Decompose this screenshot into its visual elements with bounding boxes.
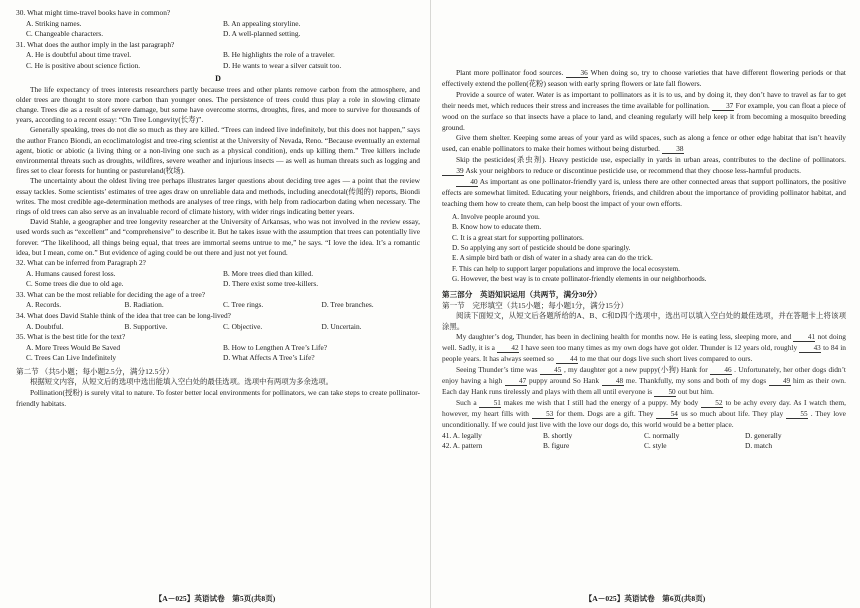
- q41-option-b: B. shortly: [543, 430, 573, 440]
- tip-1-text-a: Plant more pollinator food sources.: [456, 68, 564, 77]
- q31-stem: 31. What does the author imply in the last paragraph?: [16, 39, 175, 49]
- section-1-title: 第一节 完形填空（共15小题；每小题1分，满分15分）: [442, 300, 629, 310]
- blank-49: 49: [769, 377, 791, 386]
- q34-option-b: B. Supportive.: [124, 321, 168, 331]
- q32-stem: 32. What can be inferred from Paragraph 2?: [16, 258, 146, 268]
- cloze-2-text-b: , my daughter got a new puppy(小狗) Hank for: [563, 365, 708, 375]
- cloze-1-text-e: to me that our dogs live such short lives compared to ours.: [579, 354, 753, 364]
- option-b: B. Know how to educate them.: [452, 223, 542, 232]
- blank-47: 47: [505, 377, 527, 386]
- q33-option-a: A. Records.: [26, 300, 62, 310]
- blank-53: 53: [532, 410, 554, 419]
- q35-option-b: B. How to Lengthen A Tree’s Life?: [223, 342, 328, 352]
- blank-36: 36: [566, 69, 588, 78]
- section-2-title: 第二节 （共5小题；每小题2.5分，满分12.5分）: [16, 366, 174, 376]
- q30-option-c: C. Changeable characters.: [26, 29, 104, 39]
- tip-2-text-a: Provide a source of water. Water is as important to pollinators as it is to us, and by doing it, they don’t have to travel as far to get their needs met, which reduces their stress and increases the time available for pollination.: [442, 89, 846, 110]
- blank-39: 39: [442, 167, 464, 176]
- q41-option-c: C. normally: [644, 430, 680, 440]
- blank-42: 42: [497, 344, 519, 353]
- q35-stem: 35. What is the best title for the text?: [16, 332, 126, 342]
- cloze-1-text-a: My daughter’s dog, Thunder, has been in declining health for months now. He is eating less, sleeping more, and: [456, 332, 792, 342]
- passage-d-paragraph-3: The uncertainty about the oldest living tree perhaps illustrates larger questions about deciding tree ages — a point that the review essay tackles. Some scientists’ estimates of tree ages draw on unreliable data and methods, including anecdotal(传闻的) reports, Biondi writes. The most credible age-determination methods are analyses of tree rings, with help from radiocarbon dating when necessary. The rings of old trees can also serve as an invaluable record of climate history, with wider rings indicating better years.: [16, 176, 420, 216]
- tip-1-paragraph: [442, 68, 846, 90]
- q31-option-c: C. He is positive about science fiction.: [26, 60, 141, 70]
- blank-51: 51: [479, 399, 501, 408]
- q42-option-a: 42. A. pattern: [442, 441, 483, 451]
- cloze-paragraph-3: [442, 398, 846, 431]
- q34-option-c: C. Objective.: [223, 321, 263, 331]
- cloze-2-text-f: him as their own. Each day Hank runs tirelessly and plays with them all until everyone is: [442, 376, 846, 396]
- q32-option-c: C. Some trees die due to old age.: [26, 279, 124, 289]
- tip-4-paragraph: [442, 155, 846, 177]
- q41-options: [442, 431, 846, 442]
- passage-d-paragraph-2: Generally speaking, trees do not die so much as they are killed. “Trees can indeed live indefinitely, but this does not happen,” says the author Franco Biondi, an ecoclimatologist and tree-ring scientist at the University of Nevada, Reno. “Because eventually an external agent, biotic or abiotic (a living thing or a non-living one such as a physical condition), ends up killing them.” Tree killers include environmental threats such as droughts, wildfires, severe weather and injurious insects — as well as human threats such as logging and fires set to clear forests for hunting or pastureland(牧场).: [16, 125, 420, 176]
- q31-option-d: D. He wants to wear a silver catsuit too.: [223, 60, 342, 70]
- part-3-title: 第三部分 英语知识运用（共两节，满分30分）: [442, 289, 602, 299]
- tip-2-text-b: For example, you can float a piece of wood on the surface so that insects have a place to land, and cleaning regularly will help keep it from becoming a mosquito breeding ground.: [442, 100, 846, 132]
- q42-option-c: C. style: [644, 441, 667, 451]
- tip-3-paragraph: [442, 133, 846, 155]
- passage-d-paragraph-1: The life expectancy of trees interests researchers partly because trees and other plants remove carbon from the atmosphere, and older trees are thought to store more carbon than younger ones. The persistence of trees could thus play a role in slowing climate change. Trees die as a result of severe damage, but some have overcome storms, droughts, fires, and more to survive for thousands of years, according to a recent essay: “On Tree Longevity(长寿)”.: [16, 84, 420, 125]
- cloze-3-text-a: Such a: [456, 397, 477, 407]
- option-d: D. So applying any sort of pesticide should be done sparingly.: [452, 244, 631, 252]
- cloze-3-text-d: for them. Dogs are a gift. They: [556, 408, 654, 418]
- tip-5-text-b: As important as one pollinator-friendly yard is, unless there are other connected areas that support pollinators, the positive effects are somewhat limited. Educating your neighbors, friends, and children about the importance of providing pollinator habitat, and teaching them how to create them, can help boost the impact of your own efforts.: [442, 177, 846, 208]
- q33-stem: 33. What can be the most reliable for deciding the age of a tree?: [16, 289, 206, 299]
- cloze-3-text-e: us so much about life. They play: [681, 408, 784, 418]
- q34-stem: 34. What does David Stahle think of the idea that tree can be long-lived?: [16, 310, 231, 320]
- tip-3-text-a: Give them shelter. Keeping some areas of your yard as wild spaces, such as along a fence or other edge habitat that isn’t heavily used, can enable pollinators to make their homes without being disturbed.: [442, 133, 846, 154]
- q32-options: [26, 269, 420, 290]
- q42-option-d: D. match: [745, 441, 773, 451]
- blank-44: 44: [556, 355, 578, 364]
- blank-41: 41: [793, 333, 815, 342]
- q33-option-b: B. Radiation.: [124, 300, 164, 310]
- gap-fill-options: [452, 212, 846, 285]
- cloze-1-text-c: I have seen too many times as my own dogs have got older. Thunder is 12 years old, roughly: [520, 343, 798, 353]
- cloze-2-text-c: . Unfortunately, her other dogs didn’t enjoy having a high: [442, 365, 846, 386]
- tip-1-text-b: When doing so, try to choose varieties that have different flowering periods or that effectively extend the pollen(花粉) season with early spring flowers or late fall flowers.: [442, 68, 846, 88]
- q34-options: [26, 322, 420, 333]
- q32-option-a: A. Humans caused forest loss.: [26, 268, 116, 278]
- option-f: F. This can help to support larger populations and improve the local ecosystem.: [452, 264, 680, 273]
- option-e: E. A simple bird bath or dish of water in a shady area can do the trick.: [452, 254, 653, 263]
- q30-options: [26, 19, 420, 40]
- blank-52: 52: [701, 399, 723, 408]
- cloze-3-text-b: makes me wish that I still had the energy of a puppy. My body: [503, 397, 699, 407]
- cloze-2-text-e: me. Thankfully, my sons and both of my dogs: [625, 376, 767, 386]
- cloze-2-text-g: out but him.: [677, 386, 714, 396]
- option-a: A. Involve people around you.: [452, 212, 540, 221]
- q41-option-d: D. generally: [745, 430, 782, 440]
- q41-option-a: 41. A. legally: [442, 430, 482, 440]
- blank-38: 38: [662, 145, 684, 154]
- q42-options: [442, 441, 846, 452]
- q35-option-d: D. What Affects A Tree’s Life?: [223, 353, 315, 363]
- section-1-instructions: 阅读下面短文，从短文后各题所给的A、B、C和D四个选项中，选出可以填入空白处的最佳选项，并在答题卡上将该项涂黑。: [442, 310, 846, 331]
- q30-option-b: B. An appealing storyline.: [223, 18, 301, 28]
- q31-option-a: A. He is doubtful about time travel.: [26, 50, 132, 60]
- passage-letter: D: [215, 73, 221, 83]
- pollination-intro: Pollination(授粉) is surely vital to nature. To foster better local environments for pollinators, we can take steps to create pollinator-friendly habitats.: [16, 387, 420, 408]
- q30-option-d: D. A well-planned setting.: [223, 29, 301, 39]
- q32-option-d: D. There exist some tree-killers.: [223, 279, 319, 289]
- blank-54: 54: [656, 410, 678, 419]
- blank-45: 45: [540, 366, 562, 375]
- page-5-footer: 【A－025】英语试卷 第5页(共8页): [154, 594, 276, 603]
- option-c: C. It is a great start for supporting pollinators.: [452, 233, 584, 242]
- tip-2-paragraph: [442, 90, 846, 134]
- cloze-3-text-c: to be achy every day. As I watch them, however, my heart fills with: [442, 397, 846, 418]
- passage-d-paragraph-4: David Stahle, a geographer and tree longevity researcher at the University of Arkansas, who was not involved in the review essay, used words such as “excellent” and “comprehensive” to describe it. But he takes issue with the assumption that trees can potentially live forever. “The likelihood, all things being equal, that trees are immortal seems untrue to me,” he says. “I love the idea. It’s a romantic idea, but I mean, come on.” But evidence of aging could be out there and just not yet found.: [16, 217, 420, 257]
- q31-option-b: B. He highlights the role of a traveler.: [223, 50, 335, 60]
- q34-option-a: A. Doubtful.: [26, 321, 64, 331]
- blank-46: 46: [710, 366, 732, 375]
- blank-50: 50: [654, 388, 676, 397]
- q35-option-c: C. Trees Can Live Indefinitely: [26, 353, 117, 363]
- cloze-paragraph-1: [442, 332, 846, 365]
- section-2-instructions: 根据短文内容，从短文后的选项中选出能填入空白处的最佳选项。选项中有两项为多余选项。: [30, 376, 334, 386]
- q30-stem: 30. What might time-travel books have in common?: [16, 8, 171, 17]
- cloze-2-text-d: puppy around So Hank: [529, 376, 600, 386]
- cloze-1-text-b: not doing well. Sadly, it is a: [442, 332, 846, 353]
- q34-option-d: D. Uncertain.: [321, 321, 362, 331]
- blank-37: 37: [712, 102, 734, 111]
- q35-options: [26, 343, 420, 364]
- cloze-2-text-a: Seeing Thunder’s time was: [456, 365, 538, 375]
- tip-4-text-b: Ask your neighbors to reduce or discontinue pesticide use, or recommend that they choose less-harmful products.: [465, 166, 802, 176]
- cloze-1-text-d: to 84 in people years. It has always seemed so: [442, 343, 846, 364]
- cloze-paragraph-2: [442, 365, 846, 398]
- blank-43: 43: [799, 344, 821, 353]
- q31-options: [26, 50, 420, 71]
- exam-page-6: [430, 0, 860, 608]
- blank-48: 48: [602, 377, 624, 386]
- q33-option-c: C. Tree rings.: [223, 300, 264, 310]
- blank-55: 55: [786, 410, 808, 419]
- cloze-3-text-f: . They love unconditionally. If we could just live with the love our dogs do, this world would be a better place.: [442, 408, 846, 429]
- tip-5-paragraph: [442, 177, 846, 210]
- option-g: G. However, the best way is to create pollinator-friendly elements in our neighborhoods.: [452, 275, 707, 284]
- blank-40: 40: [456, 178, 478, 187]
- q35-option-a: A. More Trees Would Be Saved: [26, 342, 121, 352]
- q30-option-a: A. Striking names.: [26, 18, 82, 28]
- tip-4-text-a: Skip the pesticides(杀虫剂). Heavy pesticide use, especially in yards in urban areas, contributes to the decline of pollinators.: [456, 155, 846, 165]
- q32-option-b: B. More trees died than killed.: [223, 268, 314, 278]
- q42-option-b: B. figure: [543, 441, 570, 451]
- q33-options: [26, 300, 420, 311]
- page-6-footer: 【A－025】英语试卷 第6页(共8页): [584, 594, 706, 603]
- q33-option-d: D. Tree branches.: [321, 300, 374, 310]
